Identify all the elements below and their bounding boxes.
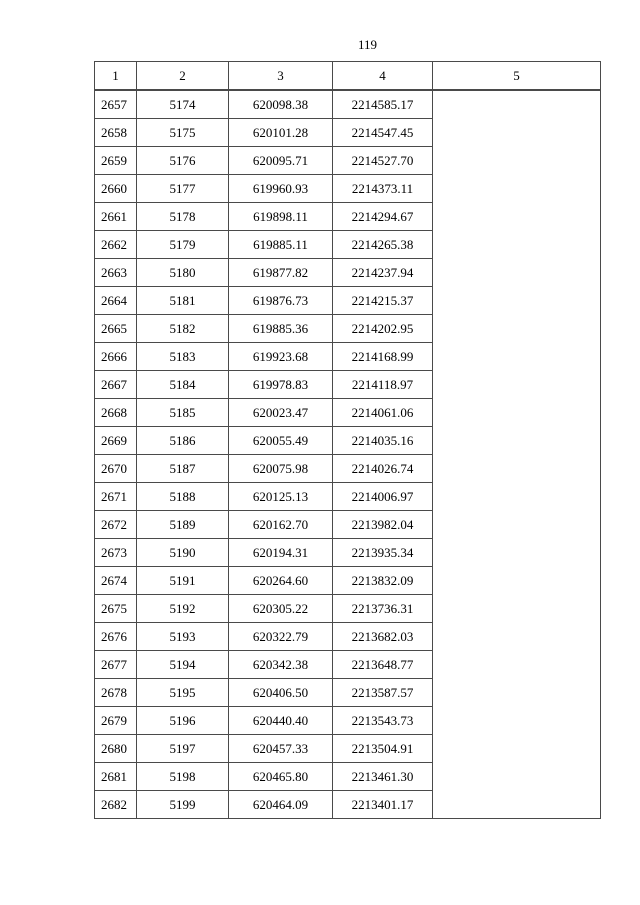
- y-coordinate-cell: 2214035.16: [333, 427, 433, 455]
- table-row: [95, 147, 601, 175]
- table-row: [95, 90, 601, 119]
- note-cell: [433, 399, 601, 427]
- table-row: [95, 483, 601, 511]
- note-cell: [433, 735, 601, 763]
- table-row: [95, 707, 601, 735]
- coordinates-table: [94, 61, 601, 819]
- y-coordinate-cell: 2213587.57: [333, 679, 433, 707]
- y-coordinate-cell: 2213736.31: [333, 595, 433, 623]
- table-row: [95, 455, 601, 483]
- x-coordinate-cell: 620440.40: [229, 707, 333, 735]
- table-row: [95, 203, 601, 231]
- y-coordinate-cell: 2213543.73: [333, 707, 433, 735]
- y-coordinate-cell: 2214168.99: [333, 343, 433, 371]
- column-header-2: 2: [137, 62, 229, 91]
- column-header-1: 1: [95, 62, 137, 91]
- table-row: [95, 399, 601, 427]
- point-number-cell: 5198: [137, 763, 229, 791]
- y-coordinate-cell: 2213401.17: [333, 791, 433, 819]
- row-number-cell: 2672: [95, 511, 137, 539]
- point-number-cell: 5178: [137, 203, 229, 231]
- table-row: [95, 371, 601, 399]
- table-row: [95, 651, 601, 679]
- x-coordinate-cell: 620162.70: [229, 511, 333, 539]
- y-coordinate-cell: 2213461.30: [333, 763, 433, 791]
- point-number-cell: 5188: [137, 483, 229, 511]
- x-coordinate-cell: 620095.71: [229, 147, 333, 175]
- table-row: [95, 791, 601, 819]
- row-number-cell: 2671: [95, 483, 137, 511]
- table-row: [95, 287, 601, 315]
- row-number-cell: 2659: [95, 147, 137, 175]
- row-number-cell: 2674: [95, 567, 137, 595]
- x-coordinate-cell: 620125.13: [229, 483, 333, 511]
- note-cell: [433, 679, 601, 707]
- point-number-cell: 5195: [137, 679, 229, 707]
- note-cell: [433, 287, 601, 315]
- y-coordinate-cell: 2214006.97: [333, 483, 433, 511]
- x-coordinate-cell: 620465.80: [229, 763, 333, 791]
- point-number-cell: 5182: [137, 315, 229, 343]
- row-number-cell: 2658: [95, 119, 137, 147]
- point-number-cell: 5176: [137, 147, 229, 175]
- point-number-cell: 5179: [137, 231, 229, 259]
- y-coordinate-cell: 2213982.04: [333, 511, 433, 539]
- note-cell: [433, 539, 601, 567]
- point-number-cell: 5185: [137, 399, 229, 427]
- row-number-cell: 2676: [95, 623, 137, 651]
- y-coordinate-cell: 2214061.06: [333, 399, 433, 427]
- row-number-cell: 2657: [95, 90, 137, 119]
- x-coordinate-cell: 619876.73: [229, 287, 333, 315]
- y-coordinate-cell: 2214265.38: [333, 231, 433, 259]
- table-body: [95, 90, 601, 819]
- x-coordinate-cell: 620305.22: [229, 595, 333, 623]
- row-number-cell: 2664: [95, 287, 137, 315]
- note-cell: [433, 203, 601, 231]
- x-coordinate-cell: 620098.38: [229, 90, 333, 119]
- point-number-cell: 5191: [137, 567, 229, 595]
- column-header-4: 4: [333, 62, 433, 91]
- y-coordinate-cell: 2213648.77: [333, 651, 433, 679]
- note-cell: [433, 763, 601, 791]
- table-row: [95, 735, 601, 763]
- point-number-cell: 5192: [137, 595, 229, 623]
- point-number-cell: 5190: [137, 539, 229, 567]
- table-row: [95, 567, 601, 595]
- note-cell: [433, 791, 601, 819]
- x-coordinate-cell: 620322.79: [229, 623, 333, 651]
- y-coordinate-cell: 2213504.91: [333, 735, 433, 763]
- x-coordinate-cell: 619923.68: [229, 343, 333, 371]
- row-number-cell: 2661: [95, 203, 137, 231]
- point-number-cell: 5194: [137, 651, 229, 679]
- row-number-cell: 2666: [95, 343, 137, 371]
- x-coordinate-cell: 620264.60: [229, 567, 333, 595]
- table-row: [95, 315, 601, 343]
- x-coordinate-cell: 620075.98: [229, 455, 333, 483]
- point-number-cell: 5181: [137, 287, 229, 315]
- x-coordinate-cell: 620023.47: [229, 399, 333, 427]
- y-coordinate-cell: 2214237.94: [333, 259, 433, 287]
- y-coordinate-cell: 2213935.34: [333, 539, 433, 567]
- table-row: [95, 623, 601, 651]
- column-header-3: 3: [229, 62, 333, 91]
- point-number-cell: 5199: [137, 791, 229, 819]
- x-coordinate-cell: 619978.83: [229, 371, 333, 399]
- x-coordinate-cell: 620194.31: [229, 539, 333, 567]
- point-number-cell: 5174: [137, 90, 229, 119]
- table-row: [95, 539, 601, 567]
- x-coordinate-cell: 620464.09: [229, 791, 333, 819]
- y-coordinate-cell: 2213682.03: [333, 623, 433, 651]
- table-row: [95, 175, 601, 203]
- table-row: [95, 511, 601, 539]
- table-row: [95, 679, 601, 707]
- row-number-cell: 2681: [95, 763, 137, 791]
- point-number-cell: 5180: [137, 259, 229, 287]
- row-number-cell: 2669: [95, 427, 137, 455]
- note-cell: [433, 651, 601, 679]
- x-coordinate-cell: 619960.93: [229, 175, 333, 203]
- row-number-cell: 2677: [95, 651, 137, 679]
- table-header-row: [95, 62, 601, 91]
- y-coordinate-cell: 2214202.95: [333, 315, 433, 343]
- row-number-cell: 2673: [95, 539, 137, 567]
- x-coordinate-cell: 620457.33: [229, 735, 333, 763]
- row-number-cell: 2668: [95, 399, 137, 427]
- note-cell: [433, 371, 601, 399]
- note-cell: [433, 119, 601, 147]
- y-coordinate-cell: 2214118.97: [333, 371, 433, 399]
- x-coordinate-cell: 619885.11: [229, 231, 333, 259]
- row-number-cell: 2682: [95, 791, 137, 819]
- point-number-cell: 5186: [137, 427, 229, 455]
- note-cell: [433, 567, 601, 595]
- y-coordinate-cell: 2214527.70: [333, 147, 433, 175]
- point-number-cell: 5196: [137, 707, 229, 735]
- row-number-cell: 2665: [95, 315, 137, 343]
- table-row: [95, 427, 601, 455]
- point-number-cell: 5177: [137, 175, 229, 203]
- table-row: [95, 595, 601, 623]
- row-number-cell: 2663: [95, 259, 137, 287]
- note-cell: [433, 483, 601, 511]
- note-cell: [433, 147, 601, 175]
- row-number-cell: 2680: [95, 735, 137, 763]
- point-number-cell: 5184: [137, 371, 229, 399]
- y-coordinate-cell: 2214585.17: [333, 90, 433, 119]
- x-coordinate-cell: 620101.28: [229, 119, 333, 147]
- note-cell: [433, 623, 601, 651]
- x-coordinate-cell: 619885.36: [229, 315, 333, 343]
- point-number-cell: 5197: [137, 735, 229, 763]
- y-coordinate-cell: 2214547.45: [333, 119, 433, 147]
- note-cell: [433, 511, 601, 539]
- y-coordinate-cell: 2214294.67: [333, 203, 433, 231]
- row-number-cell: 2678: [95, 679, 137, 707]
- x-coordinate-cell: 620055.49: [229, 427, 333, 455]
- note-cell: [433, 231, 601, 259]
- table-row: [95, 343, 601, 371]
- note-cell: [433, 455, 601, 483]
- column-header-5: 5: [433, 62, 601, 91]
- point-number-cell: 5175: [137, 119, 229, 147]
- note-cell: [433, 707, 601, 735]
- y-coordinate-cell: 2214215.37: [333, 287, 433, 315]
- table-row: [95, 763, 601, 791]
- y-coordinate-cell: 2213832.09: [333, 567, 433, 595]
- table-row: [95, 119, 601, 147]
- note-cell: [433, 595, 601, 623]
- note-cell: [433, 343, 601, 371]
- table-row: [95, 259, 601, 287]
- note-cell: [433, 259, 601, 287]
- table-row: [95, 231, 601, 259]
- row-number-cell: 2670: [95, 455, 137, 483]
- row-number-cell: 2660: [95, 175, 137, 203]
- note-cell: [433, 427, 601, 455]
- row-number-cell: 2662: [95, 231, 137, 259]
- y-coordinate-cell: 2214026.74: [333, 455, 433, 483]
- x-coordinate-cell: 620406.50: [229, 679, 333, 707]
- point-number-cell: 5183: [137, 343, 229, 371]
- row-number-cell: 2667: [95, 371, 137, 399]
- row-number-cell: 2675: [95, 595, 137, 623]
- note-cell: [433, 90, 601, 119]
- x-coordinate-cell: 619877.82: [229, 259, 333, 287]
- note-cell: [433, 175, 601, 203]
- note-cell: [433, 315, 601, 343]
- page-number: 119: [357, 37, 378, 52]
- row-number-cell: 2679: [95, 707, 137, 735]
- x-coordinate-cell: 620342.38: [229, 651, 333, 679]
- y-coordinate-cell: 2214373.11: [333, 175, 433, 203]
- x-coordinate-cell: 619898.11: [229, 203, 333, 231]
- point-number-cell: 5189: [137, 511, 229, 539]
- point-number-cell: 5187: [137, 455, 229, 483]
- point-number-cell: 5193: [137, 623, 229, 651]
